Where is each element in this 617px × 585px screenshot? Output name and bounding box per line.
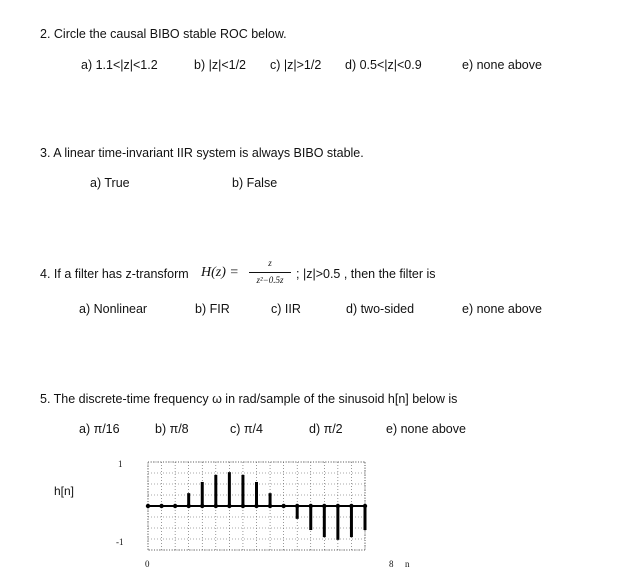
stem-plot: [0, 440, 617, 585]
stem-marker-6: [227, 504, 231, 508]
stem-marker-9: [268, 504, 272, 508]
q5-option-e[interactable]: e) none above: [386, 422, 466, 436]
stem-marker-11: [295, 504, 299, 508]
y-axis-label: h[n]: [54, 484, 75, 498]
question-4-prompt-start: 4. If a filter has z-transform: [40, 267, 189, 281]
stem-marker-12: [309, 504, 313, 508]
q5-option-a[interactable]: a) π/16: [79, 422, 120, 436]
q2-option-d[interactable]: d) 0.5<|z|<0.9: [345, 58, 422, 72]
q4-option-b[interactable]: b) FIR: [195, 302, 230, 316]
q4-option-e[interactable]: e) none above: [462, 302, 542, 316]
stem-marker-10: [281, 504, 285, 508]
question-4-prompt-end: ; |z|>0.5 , then the filter is: [296, 267, 436, 281]
stem-marker-7: [241, 504, 245, 508]
stem-marker-16: [363, 504, 367, 508]
q5-option-d[interactable]: d) π/2: [309, 422, 343, 436]
fraction-numerator: z: [268, 258, 272, 268]
q2-option-a[interactable]: a) 1.1<|z|<1.2: [81, 58, 158, 72]
q4-option-a[interactable]: a) Nonlinear: [79, 302, 148, 316]
y-tick-label-1: 1: [118, 459, 123, 469]
q5-option-b[interactable]: b) π/8: [155, 422, 189, 436]
stem-marker-14: [336, 504, 340, 508]
question-2-prompt: 2. Circle the causal BIBO stable ROC below.: [40, 27, 287, 41]
fraction-denominator: z²−0.5z: [256, 275, 284, 285]
question-5-prompt: 5. The discrete-time frequency ω in rad/sample of the sinusoid h[n] below is: [40, 392, 458, 406]
y-tick-label-minus-1: -1: [116, 537, 124, 547]
q2-option-b[interactable]: b) |z|<1/2: [194, 58, 247, 72]
stem-marker-15: [349, 504, 353, 508]
q3-option-a[interactable]: a) True: [90, 176, 130, 190]
q4-option-d[interactable]: d) two-sided: [346, 302, 415, 316]
stem-marker-5: [214, 504, 218, 508]
transfer-function-label: H(z) =: [201, 265, 239, 280]
question-3-prompt: 3. A linear time-invariant IIR system is always BIBO stable.: [40, 146, 364, 160]
stem-marker-3: [186, 504, 190, 508]
fraction-bar: [249, 272, 291, 273]
stem-marker-0: [146, 504, 150, 508]
q2-option-c[interactable]: c) |z|>1/2: [270, 58, 322, 72]
q5-option-c[interactable]: c) π/4: [230, 422, 263, 436]
stem-marker-4: [200, 504, 204, 508]
q2-option-e[interactable]: e) none above: [462, 58, 542, 72]
q3-option-b[interactable]: b) False: [232, 176, 278, 190]
x-tick-label-8: 8: [389, 559, 394, 569]
x-axis-label: n: [405, 559, 410, 569]
stem-marker-1: [159, 504, 163, 508]
stem-marker-13: [322, 504, 326, 508]
stem-marker-8: [254, 504, 258, 508]
stem-marker-2: [173, 504, 177, 508]
q4-option-c[interactable]: c) IIR: [271, 302, 301, 316]
x-tick-label-0: 0: [145, 559, 150, 569]
